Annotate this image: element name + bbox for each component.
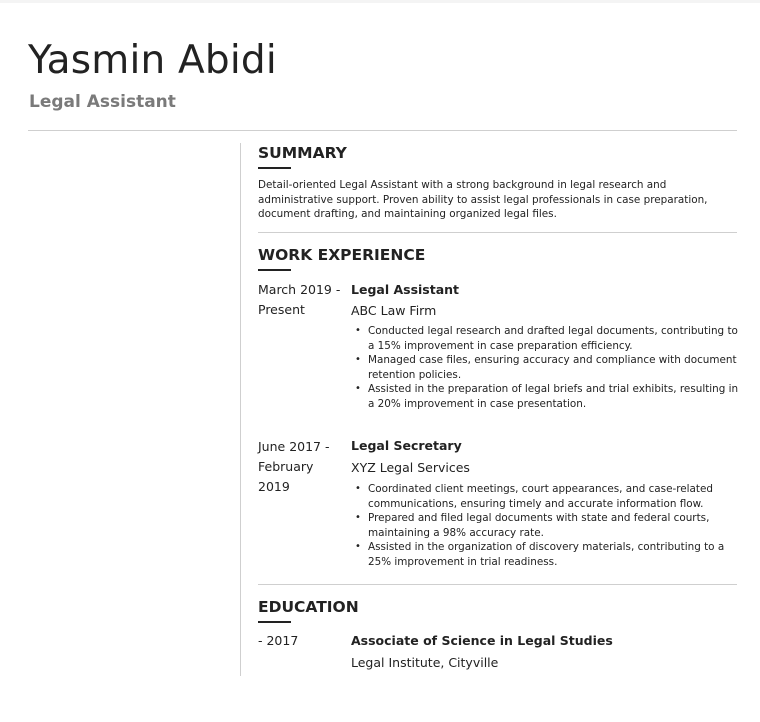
education-heading-underline	[258, 621, 291, 623]
job-bullet: • Assisted in the preparation of legal briefs and trial exhibits, resulting in a 20% improvement in case presentation.	[351, 382, 741, 411]
job-date-start: March 2019 -	[258, 282, 341, 297]
job-title: Legal Secretary	[351, 438, 462, 453]
education-heading: EDUCATION	[258, 598, 359, 616]
job-bullets	[351, 482, 741, 569]
education-date: - 2017	[258, 633, 299, 648]
job-date-end: Present	[258, 302, 305, 317]
job-bullet: • Assisted in the organization of discovery materials, contributing to a 25% improvement in trial readiness.	[351, 540, 741, 569]
education-degree: Associate of Science in Legal Studies	[351, 633, 613, 648]
job-bullet: • Coordinated client meetings, court appearances, and case-related communications, ensuring timely and accurate information flow.	[351, 482, 741, 511]
summary-heading: SUMMARY	[258, 144, 347, 162]
job-bullet: • Conducted legal research and drafted legal documents, contributing to a 15% improvement in case preparation efficiency.	[351, 324, 741, 353]
job-bullet: • Prepared and filed legal documents with state and federal courts, maintaining a 98% accuracy rate.	[351, 511, 741, 540]
job-title: Legal Assistant	[351, 282, 460, 297]
job-date-end: February 2019	[258, 459, 314, 494]
job-company: XYZ Legal Services	[351, 460, 470, 475]
job-bullets	[351, 324, 741, 411]
job-company: ABC Law Firm	[351, 303, 437, 318]
job-date-range	[258, 280, 346, 320]
experience-heading-underline	[258, 269, 291, 271]
candidate-name: Yasmin Abidi	[28, 38, 277, 83]
job-bullet: • Managed case files, ensuring accuracy and compliance with document retention policies.	[351, 353, 741, 382]
job-date-range	[258, 437, 346, 497]
section-divider	[258, 232, 737, 233]
summary-text: Detail-oriented Legal Assistant with a strong background in legal research and administrative support. Proven ability to assist legal professionals in case preparation, document drafting, and maintaining organized legal files.	[258, 179, 708, 220]
summary-heading-underline	[258, 167, 291, 169]
experience-heading: WORK EXPERIENCE	[258, 246, 426, 264]
section-divider	[258, 584, 737, 585]
job-date-start: June 2017 -	[258, 439, 330, 454]
candidate-title: Legal Assistant	[29, 92, 176, 112]
top-band	[0, 0, 760, 3]
header-divider	[28, 130, 737, 131]
column-divider	[240, 143, 241, 676]
education-school: Legal Institute, Cityville	[351, 655, 499, 670]
